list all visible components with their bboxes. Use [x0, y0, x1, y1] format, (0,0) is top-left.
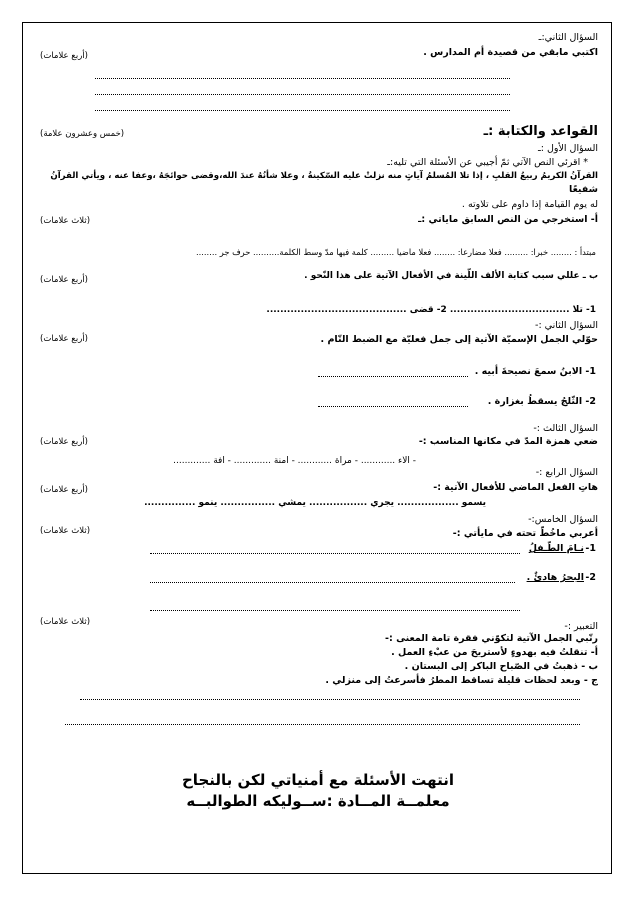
passage-line-1: القرآنُ الكريمُ ربيعُ القلبِ ، إذا تلا المُسلمُ آياتٍ منه نزلتْ عليه السّكينةُ ، وعلا شأنُهُ عندَ الله،وقضى حوائجَهُ ،وعفا عنه ، ويأتي القرآنُ — [50, 171, 598, 181]
answer-line — [65, 724, 580, 725]
q4-items: يسمو .................. يجري ................. يمشي ................ ينمو ............... — [144, 498, 486, 508]
answer-line — [318, 406, 468, 407]
answer-line — [318, 376, 468, 377]
answer-line — [80, 699, 580, 700]
q2-marks: (أربع علامات) — [40, 334, 88, 344]
answer-line — [150, 582, 515, 583]
grammar-heading: القواعد والكتابة :ـ — [483, 124, 598, 139]
sentence-c: ج - وبعد لحظات قليلة تساقط المطرُ فأسرعتُ إلى منزلي . — [325, 675, 598, 686]
q5-marks: (ثلاث علامات) — [40, 526, 91, 536]
answer-line — [95, 78, 510, 79]
passage-line-3: له يوم القيامة إذا داوم على تلاوته . — [461, 199, 598, 210]
q1-instruction: * اقرئي النص الآتي ثمّ أجيبي عن الأسئلة التي تليه:ـ — [387, 157, 588, 168]
part-b-items: 1- تلا ................................... 2- قضى ......................................... — [266, 305, 596, 315]
passage-line-2: شفيعًا — [569, 184, 598, 195]
q5-instruction: أعربي ماخُطّ تحته في مايأتي :- — [452, 528, 598, 539]
sentence-a: أ- تنقلتُ فيه بهدوءٍ لأستريحَ من عبْءِ العمل . — [391, 647, 598, 658]
teacher-name: معلمــة المــادة :ســوليكه الطوالبــه — [186, 792, 450, 810]
answer-line — [150, 553, 520, 554]
part-a-instruction: أ- استخرجي من النص السابق ماياتي :ـ — [418, 214, 598, 225]
q2-item-2: 2- الثّلجُ يسقطُ بغزارة . — [487, 396, 596, 407]
q3-title: السؤال الثالث :- — [533, 423, 598, 434]
answer-line — [95, 110, 510, 111]
q4-title: السؤال الرابع :- — [535, 467, 598, 478]
answer-line — [150, 610, 520, 611]
grammar-marks: (خمس وعشرون علامة) — [40, 129, 125, 139]
q5-title: السؤال الخامس:- — [528, 514, 598, 525]
q5-item-2-number: 2- — [585, 572, 596, 583]
q4-instruction: هاتِ الفعل الماضي للأفعال الآتية :- — [433, 482, 598, 493]
part-a-marks: (ثلاث علامات) — [40, 216, 91, 226]
part-b-marks: (أربع علامات) — [40, 275, 88, 285]
part-a-items: مبتدأ : ........ خبرا: ......... فعلا مضارعا: ........ فعلا ماضيا ......... كلمة فيها مدّ وسط الكلمة.......... حرف جر ........ — [196, 247, 596, 257]
q2-top-marks: (أربع علامات) — [40, 51, 88, 61]
answer-line — [95, 94, 510, 95]
q3-marks: (أربع علامات) — [40, 437, 88, 447]
q2-title: السؤال الثاني :- — [535, 320, 598, 331]
sentence-b: ب - ذهبتُ في الصّباح الباكر إلى البستان . — [404, 661, 598, 672]
q1-title: السؤال الأول :ـ — [537, 143, 598, 154]
q5-item-2: البحرُ هادئٌ . — [526, 572, 584, 583]
q4-marks: (أربع علامات) — [40, 485, 88, 495]
expression-instruction: رتّبي الجمل الآتية لتكوّني فقرة تامة المعنى :- — [385, 633, 598, 644]
q2-top-instruction: اكتبي مابقي من قصيدة أم المدارس . — [423, 47, 598, 58]
q2-item-1: 1- الابنُ سمعَ نصيحةَ أبيه . — [474, 366, 596, 377]
q2-instruction: حوّلي الجمل الإسميّة الآتية إلى جمل فعليّة مع الضبط التّام . — [320, 334, 598, 345]
q5-item-1-number: 1- — [585, 543, 596, 554]
q2-top-title: السؤال الثاني:ـ — [538, 32, 598, 43]
closing-message: انتهت الأسئلة مع أمنياتي لكن بالنجاح — [182, 771, 454, 789]
q3-items: - الاء ............ - مراة ............ - امنة ............. - افة ............. — [173, 456, 416, 466]
q5-item-1: نـامَ الطّـفلُ — [528, 543, 584, 554]
expression-marks: (ثلاث علامات) — [40, 617, 91, 627]
page-border — [22, 22, 612, 874]
q3-instruction: ضعي همزة المدّ في مكانها المناسب :- — [418, 436, 598, 447]
expression-title: التعبير :- — [564, 621, 598, 632]
part-b-instruction: ب ـ عللي سبب كتابة الألف اللّينة في الأفعال الآتية على هذا النّحو . — [304, 271, 598, 281]
